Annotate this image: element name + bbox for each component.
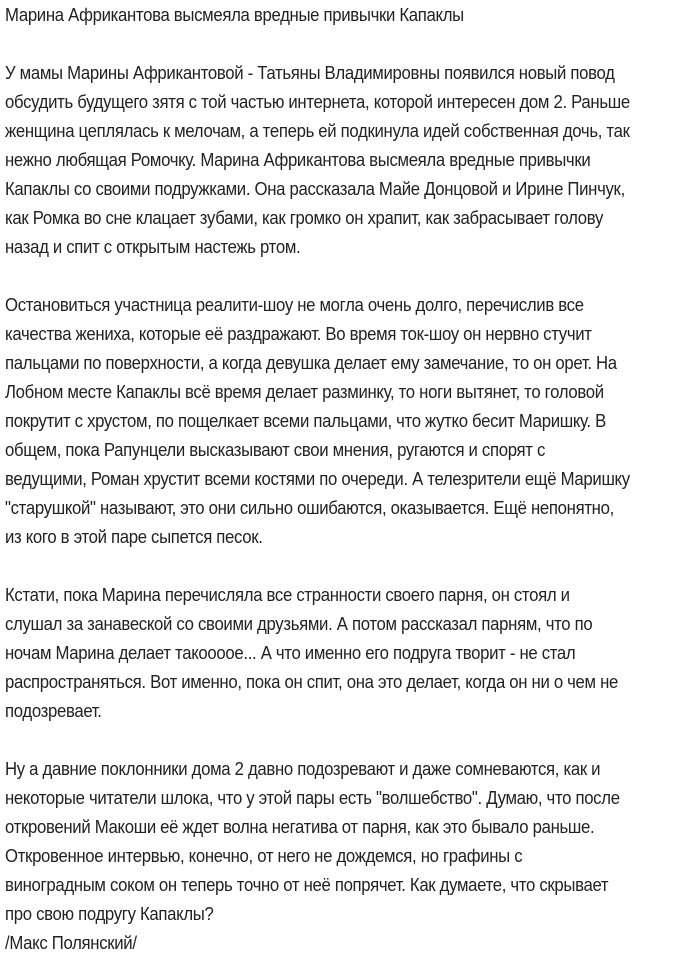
text-line: виноградным соком он теперь точно от неё попрячет. Как думаете, что скрывает <box>5 874 609 895</box>
text-line: некоторые читатели шлока, что у этой пары есть "волшебство". Думаю, что после <box>5 787 620 808</box>
article-paragraph-4 <box>5 754 693 957</box>
text-line: нежно любящая Ромочку. Марина Африкантова высмеяла вредные привычки <box>5 149 591 170</box>
text-line: распространяться. Вот именно, пока он спит, она это делает, когда он ни о чем не <box>5 671 619 692</box>
text-line: Кстати, пока Марина перечисляла все странности своего парня, он стоял и <box>5 584 570 605</box>
text-line: откровений Макоши её ждет волна негатива от парня, как это бывало раньше. <box>5 816 595 837</box>
text-line: Остановиться участница реалити-шоу не могла очень долго, перечислив все <box>5 294 584 315</box>
text-line: Откровенное интервью, конечно, от него не дождемся, но графины с <box>5 845 523 866</box>
article-paragraph-3 <box>5 580 693 725</box>
article-title: Марина Африкантова высмеяла вредные привычки Капаклы <box>5 4 464 25</box>
text-line: пальцами по поверхности, а когда девушка делает ему замечание, то он орет. На <box>5 352 617 373</box>
text-line: про свою подругу Капаклы? <box>5 903 214 924</box>
text-line: общем, пока Рапунцели высказывают свои мнения, ругаются и спорят с <box>5 439 546 460</box>
text-line: ночам Марина делает такоооое... А что именно его подруга творит - не стал <box>5 642 576 663</box>
text-line: Ну а давние поклонники дома 2 давно подозревают и даже сомневаются, как и <box>5 758 601 779</box>
text-line: Капаклы со своими подружками. Она рассказала Майе Донцовой и Ирине Пинчук, <box>5 178 625 199</box>
text-line: ведущими, Роман хрустит всеми костями по очереди. А телезрители ещё Маришку <box>5 468 630 489</box>
text-line: качества жениха, которые её раздражают. Во время ток-шоу он нервно стучит <box>5 323 592 344</box>
text-line: из кого в этой паре сыпется песок. <box>5 526 263 547</box>
text-line: подозревает. <box>5 700 102 721</box>
text-line: обсудить будущего зятя с той частью интернета, которой интересен дом 2. Раньше <box>5 91 630 112</box>
article-paragraph-2 <box>5 290 693 551</box>
article <box>5 0 693 957</box>
text-line: Лобном месте Капаклы всё время делает разминку, то ноги вытянет, то головой <box>5 381 604 402</box>
text-line: как Ромка во сне клацает зубами, как громко он храпит, как забрасывает голову <box>5 207 604 228</box>
text-line: назад и спит с открытым настежь ртом. <box>5 236 301 257</box>
article-paragraph-1 <box>5 58 693 261</box>
text-line: слушал за занавеской со своими друзьями. А потом рассказал парням, что по <box>5 613 593 634</box>
author-signature: /Макс Полянский/ <box>5 932 137 953</box>
text-line: покрутит с хрустом, по пощелкает всеми пальцами, что жутко бесит Маришку. В <box>5 410 606 431</box>
text-line: женщина цеплялась к мелочам, а теперь ей подкинула идей собственная дочь, так <box>5 120 630 141</box>
text-line: У мамы Марины Африкантовой - Татьяны Владимировны появился новый повод <box>5 62 615 83</box>
text-line: "старушкой" называют, это они сильно ошибаются, оказывается. Ещё непонятно, <box>5 497 614 518</box>
